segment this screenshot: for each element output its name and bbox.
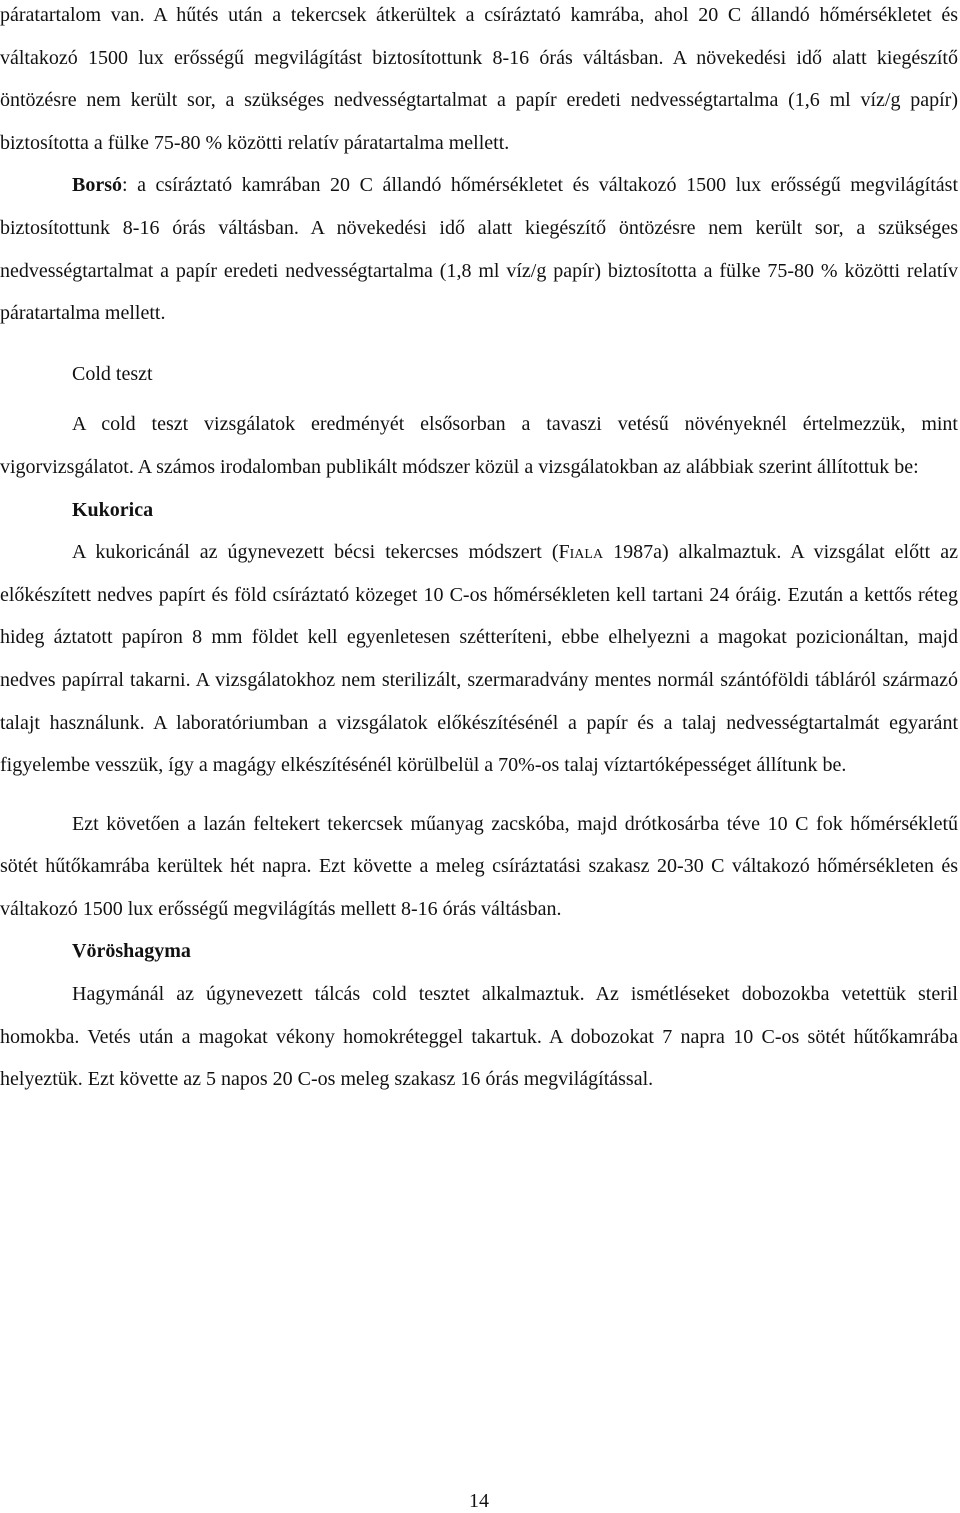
paragraph-borso (0, 164, 958, 334)
heading-kukorica: Kukorica (72, 498, 154, 521)
page-number: 14 (469, 1490, 489, 1512)
borso-label: Borsó (72, 174, 122, 197)
kukorica-text-start: A kukoricánál az úgynevezett bécsi tekercses módszert ( (72, 541, 559, 564)
borso-text: : a csíráztató kamrában 20 C állandó hőmérsékletet és váltakozó 1500 lux erősségű megvilágítást biztosítottunk 8-16 órás váltásban. A növekedési idő alatt kiegészítő öntözésre nem került sor, a szükséges nedvességtartalmat a papír eredeti nedvességtartalma (1,8 ml víz/g papír) biztosította a fülke 75-80 % közötti relatív páratartalma mellett. (0, 174, 958, 325)
section-title-cold-teszt: Cold teszt (72, 362, 153, 385)
paragraph-voroshagyma: Hagymánál az úgynevezett tálcás cold tesztet alkalmaztuk. Az ismétléseket dobozokba vetettük steril homokba. Vetés után a magokat vékony homokréteggel takartuk. A dobozokat 7 napra 10 C-os sötét hűtőkamrába helyeztük. Ezt követte az 5 napos 20 C-os meleg szakasz 16 órás megvilágítással. (0, 983, 958, 1091)
kukorica-text-rest: 1987a) alkalmaztuk. A vizsgálat előtt az előkészített nedves papírt és föld csíráztató közeget 10 C-os hőmérsékleten kell tartani 24 óráig. Ezután a kettős réteg hideg áztatott papíron 8 mm földet kell egyenletesen szétteríteni, ebbe elhelyezni a magokat pozicionáltan, majd nedves papírral takarni. A vizsgálatokhoz nem sterilizált, szermaradvány mentes normál szántóföldi tábláról származó talajt használunk. A laboratóriumban a vizsgálatok előkészítésénél a papír és a talaj nedvességtartalmát egyaránt figyelembe vesszük, így a magágy elkészítésénél körülbelül a 70%-os talaj víztartóképességet állítunk be. (0, 541, 958, 777)
paragraph-kukorica-followup: Ezt követően a lazán feltekert tekercsek műanyag zacskóba, majd drótkosárba téve 10 C fok hőmérsékletű sötét hűtőkamrába kerültek hét napra. Ezt követte a meleg csíráztatási szakasz 20-30 C váltakozó hőmérsékleten és váltakozó 1500 lux erősségű megvilágítás mellett 8-16 órás váltásban. (0, 812, 958, 920)
citation-author: Fiala (558, 541, 604, 564)
paragraph-continuation: páratartalom van. A hűtés után a tekercsek átkerültek a csíráztató kamrába, ahol 20 C állandó hőmérsékletet és váltakozó 1500 lux erősségű megvilágítást biztosítottunk 8-16 órás váltásban. A növekedési idő alatt kiegészítő öntözésre nem került sor, a szükséges nedvességtartalmat a papír eredeti nedvességtartalma (1,6 ml víz/g papír) biztosította a fülke 75-80 % közötti relatív páratartalma mellett. (0, 4, 958, 154)
heading-voroshagyma: Vöröshagyma (72, 940, 191, 963)
paragraph-kukorica (0, 531, 958, 787)
paragraph-cold-teszt-intro: A cold teszt vizsgálatok eredményét elsősorban a tavaszi vetésű növényeknél értelmezzük, mint vigorvizsgálatot. A számos irodalomban publikált módszer közül a vizsgálatokban az alábbiak szerint állítottuk be: (0, 413, 958, 478)
